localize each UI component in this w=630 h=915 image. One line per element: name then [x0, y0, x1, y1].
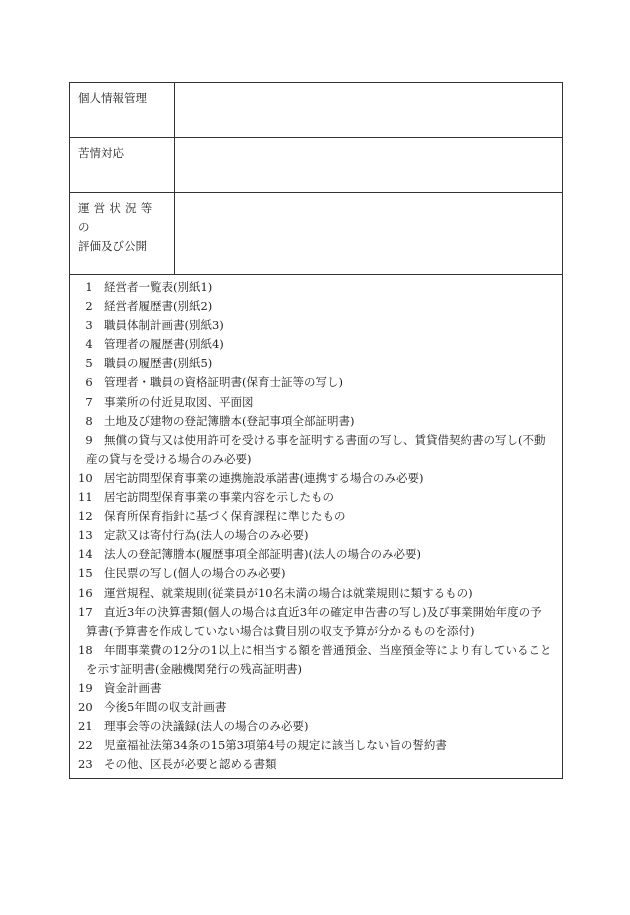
item-text: 今後5年間の収支計画書 [104, 700, 227, 715]
item-number: 8 [85, 413, 93, 428]
item-number: 21 [78, 719, 93, 734]
item-number: 6 [85, 375, 93, 390]
item-text: 居宅訪問型保育事業の連携施設承諾書(連携する場合のみ必要) [104, 470, 424, 485]
item-text: 理事会等の決議録(法人の場合のみ必要) [104, 719, 309, 734]
label-line-1: 運営状況等の [78, 201, 157, 234]
item-continuation: を示す証明書(金融機関発行の残高証明書) [86, 661, 302, 676]
item-continuation: 産の貸与を受ける場合のみ必要) [86, 451, 252, 466]
item-number: 3 [85, 318, 93, 333]
list-item [78, 717, 556, 736]
list-item [78, 736, 556, 755]
item-text: 管理者の履歴書(別紙4) [104, 337, 224, 352]
label-evaluation-disclosure [70, 193, 175, 274]
list-item [78, 526, 556, 545]
item-number: 18 [78, 642, 93, 657]
list-item [78, 431, 556, 450]
field-evaluation-disclosure[interactable] [175, 193, 562, 274]
label-line-2: 評価及び公開 [78, 239, 147, 253]
item-text: 職員の履歴書(別紙5) [104, 356, 213, 371]
item-text: 年間事業費の12分の1以上に相当する額を普通預金、当座預金等により有していること [104, 642, 552, 657]
item-text: 住民票の写し(個人の場合のみ必要) [104, 566, 286, 581]
item-text: 無償の貸与又は使用許可を受ける事を証明する書面の写し、賃貸借契約書の写し(不動 [104, 432, 546, 447]
item-number: 7 [85, 394, 93, 409]
list-item [78, 354, 556, 373]
item-number: 9 [85, 432, 93, 447]
row-complaints [70, 138, 562, 193]
item-number: 20 [78, 700, 93, 715]
item-text: 事業所の付近見取図、平面図 [104, 394, 254, 409]
list-item [78, 603, 556, 622]
list-item [78, 412, 556, 431]
item-text: 保育所保育指針に基づく保育課程に準じたもの [104, 509, 346, 524]
item-number: 14 [78, 547, 93, 562]
item-text: 管理者・職員の資格証明書(保育士証等の写し) [104, 375, 343, 390]
list-item [78, 316, 556, 335]
field-complaint-handling[interactable] [175, 138, 562, 192]
list-item [78, 297, 556, 316]
item-text: 土地及び建物の登記簿謄本(登記事項全部証明書) [104, 413, 355, 428]
list-item [78, 393, 556, 412]
label-complaint-handling: 苦情対応 [70, 138, 175, 192]
list-item [78, 545, 556, 564]
item-number: 11 [78, 490, 93, 505]
item-text: 資金計画書 [104, 680, 162, 695]
label-personal-info-management: 個人情報管理 [70, 83, 175, 137]
item-text: 運営規程、就業規則(従業員が10名未満の場合は就業規則に類するもの) [104, 585, 473, 600]
item-number: 4 [85, 337, 93, 352]
item-number: 23 [78, 757, 93, 772]
row-personal-info [70, 83, 562, 138]
list-item [78, 488, 556, 507]
item-text: 経営者履歴書(別紙2) [104, 299, 213, 314]
application-form-table [69, 82, 563, 779]
list-item [78, 278, 556, 297]
item-number: 1 [85, 280, 93, 294]
item-number: 5 [85, 356, 93, 371]
item-number: 2 [85, 299, 93, 314]
list-item [78, 564, 556, 583]
list-item [78, 373, 556, 392]
item-text: 法人の登記簿謄本(履歴事項全部証明書)(法人の場合のみ必要) [104, 547, 421, 562]
list-item [78, 584, 556, 603]
item-number: 16 [78, 585, 93, 600]
item-text: 定款又は寄付行為(法人の場合のみ必要) [104, 528, 309, 543]
list-item [78, 679, 556, 698]
item-number: 17 [78, 604, 93, 619]
list-item [78, 469, 556, 488]
list-item [78, 698, 556, 717]
item-number: 15 [78, 566, 93, 581]
item-number: 13 [78, 528, 93, 543]
field-personal-info-management[interactable] [175, 83, 562, 137]
list-item [78, 507, 556, 526]
required-documents-list [70, 275, 562, 778]
item-number: 22 [78, 738, 93, 753]
item-text: 居宅訪問型保育事業の事業内容を示したもの [104, 490, 334, 505]
item-text: 直近3年の決算書類(個人の場合は直近3年の確定申告書の写し)及び事業開始年度の予 [104, 604, 542, 619]
item-number: 12 [78, 509, 93, 524]
list-item [78, 335, 556, 354]
item-continuation: 算書(予算書を作成していない場合は費目別の収支予算が分かるものを添付) [86, 623, 475, 638]
item-text: 職員体制計画書(別紙3) [104, 318, 224, 333]
row-evaluation [70, 193, 562, 275]
item-text: 経営者一覧表(別紙1) [104, 280, 213, 294]
item-text: その他、区長が必要と認める書類 [104, 757, 277, 772]
item-text: 児童福祉法第34条の15第3項第4号の規定に該当しない旨の誓約書 [104, 738, 447, 753]
item-number: 10 [78, 470, 93, 485]
item-number: 19 [78, 680, 93, 695]
list-item [78, 755, 556, 774]
list-item [78, 641, 556, 660]
